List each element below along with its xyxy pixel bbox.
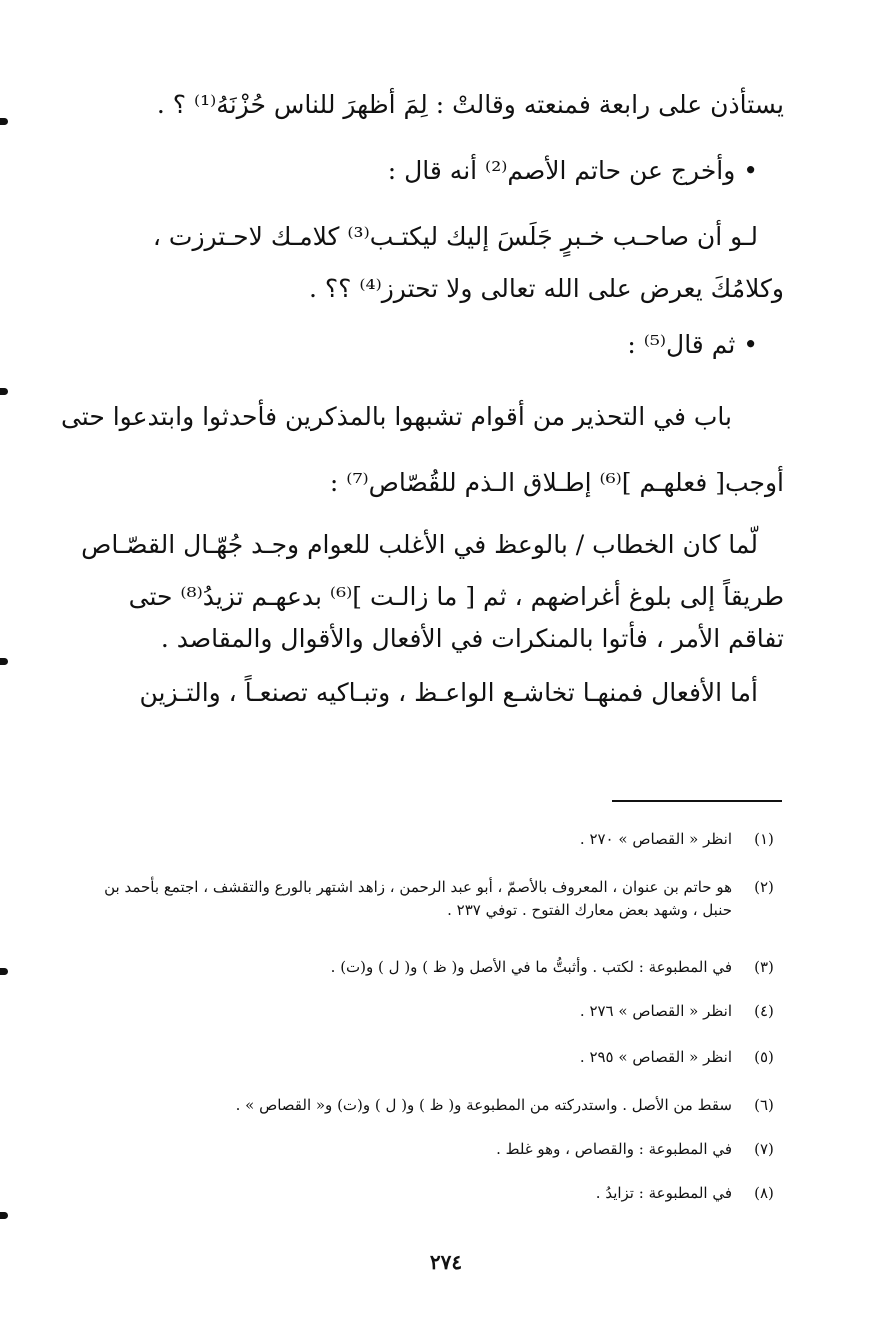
footnote-text: سقط من الأصل . واستدركته من المطبوعة و( ظ ) و( ل ) و(ت) و« القصاص » .: [235, 1096, 732, 1114]
footnote-number: (٦): [754, 1096, 774, 1114]
footnote-text: هو حاتم بن عنوان ، المعروف بالأصمّ ، أبو عبد الرحمن ، زاهد اشتهر بالورع والتقشف ، اجتمع بأحمد بن حنبل ، وشهد بعض معارك الفتوح . توفي ٢٣٧ .: [104, 878, 732, 920]
footnote-text: انظر « القصاص » ٢٩٥ .: [579, 1048, 732, 1066]
footnote-separator: [612, 800, 782, 802]
main-text-line: طريقاً إلى بلوغ أغراضهم ، ثم [ ما زالـت ]⁽⁶⁾ بدعهـم تزيدُ⁽⁸⁾ حتى: [128, 582, 784, 611]
main-text-line: تفاقم الأمر ، فأتوا بالمنكرات في الأفعال والأقوال والمقاصد .: [160, 624, 784, 653]
footnote-number: (٤): [754, 1002, 774, 1020]
page-number: ٢٧٤: [429, 1250, 463, 1274]
margin-mark: [0, 118, 8, 125]
footnote-text: في المطبوعة : لكتب . وأثبتُّ ما في الأصل و( ظ ) و( ل ) و(ت) .: [330, 958, 732, 976]
main-text-line: • وأخرج عن حاتم الأصم⁽²⁾ أنه قال :: [387, 156, 758, 185]
footnote-number: (٢): [754, 878, 774, 896]
footnote-text: في المطبوعة : تزايدُ .: [595, 1184, 732, 1202]
footnote-text: انظر « القصاص » ٢٧٦ .: [579, 1002, 732, 1020]
main-text-line: لـو أن صاحـب خـبرٍ جَلَسَ إليك ليكتـب⁽³⁾ كلامـك لاحـترزت ،: [152, 222, 758, 251]
main-text-line: • ثم قال⁽⁵⁾ :: [627, 330, 758, 359]
main-text-line: أوجب[ فعلهـم ]⁽⁶⁾ إطـلاق الـذم للقُصّاص⁽⁷⁾ :: [329, 468, 784, 497]
margin-mark: [0, 388, 8, 395]
footnote-number: (١): [754, 830, 774, 848]
footnote-number: (٣): [754, 958, 774, 976]
main-text-line: أما الأفعال فمنهـا تخاشـع الواعـظ ، وتبـاكيه تصنعـاً ، والتـزين: [139, 678, 758, 707]
footnote-text: في المطبوعة : والقصاص ، وهو غلط .: [496, 1140, 732, 1158]
main-text-line: باب في التحذير من أقوام تشبهوا بالمذكرين فأحدثوا وابتدعوا حتى: [60, 402, 732, 431]
margin-mark: [0, 968, 8, 975]
footnote-number: (٧): [754, 1140, 774, 1158]
main-text-line: وكلامُكَ يعرض على الله تعالى ولا تحترز⁽⁴⁾ ؟؟ .: [309, 274, 784, 303]
footnote-number: (٥): [754, 1048, 774, 1066]
main-text-line: يستأذن على رابعة فمنعته وقالتْ : لِمَ أظهرَ للناس حُزْنَهُ⁽¹⁾ ؟ .: [156, 90, 784, 119]
main-text-line: لّما كان الخطاب / بالوعظ في الأغلب للعوام وجـد جُهّـال القصّـاص: [81, 530, 758, 559]
margin-mark: [0, 658, 8, 665]
margin-mark: [0, 1212, 8, 1219]
footnote-text: انظر « القصاص » ٢٧٠ .: [579, 830, 732, 848]
footnote-number: (٨): [754, 1184, 774, 1202]
